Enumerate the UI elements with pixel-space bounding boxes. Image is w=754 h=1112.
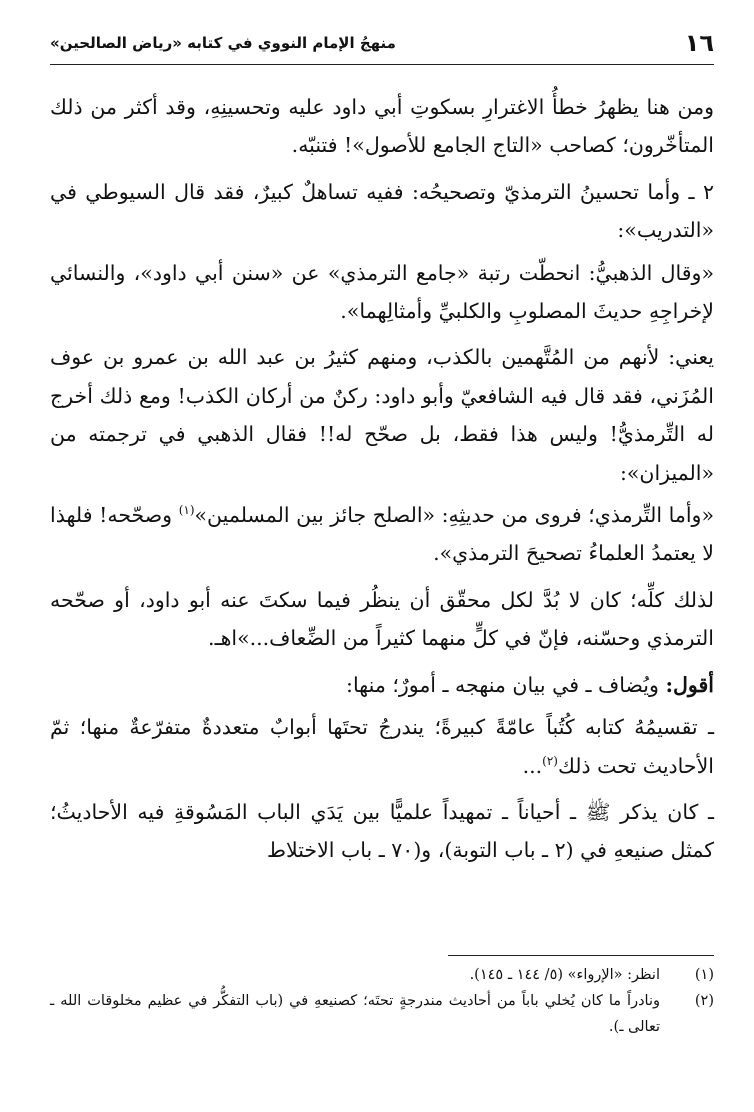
paragraph-aqul [50,666,714,704]
quote-mizan-part2: وصحّحه! فلهذا لا يعتمدُ العلماءُ تصحيحَ الترمذي». [50,503,714,566]
footnote-1 [50,962,714,988]
paragraph-2: ٢ ـ وأما تحسينُ الترمذيّ وتصحيحُه: ففيه تساهلٌ كبيرٌ، فقد قال السيوطي في «التدريب»: [50,179,714,243]
point-division [50,708,714,785]
footnote-text: ونادراً ما كان يُخلي باباً من أحاديث مندرجةٍ تحتَه؛ كصنيعهِ في (باب التفكُّر في عظيم مخلوقات الله ـ تعالى ـ). [50,993,660,1035]
footnote-text: انظر: «الإرواء» (٥/ ١٤٤ ـ ١٤٥). [469,967,660,983]
paragraph-conclusion: لذلك كلِّه؛ كان لا بُدَّ لكل محقّق أن ينظُر فيما سكتَ عنه أبو داود، أو صحّحه الترمذي وحسّنه، فإنّ في كلٍّ منهما كثيراً من الضِّعاف...»اهـ. [50,587,714,651]
footnotes [50,962,714,1040]
point-preface: ـ كان يذكر ﷺ ـ أحياناً ـ تمهيداً علميًّا بين يَدَي الباب المَسُوقةِ فيه الأحاديثُ؛ كمثل صنيعهِ في (٢ ـ باب التوبة)، و(٧٠ ـ باب الاختلاط [50,799,714,863]
footnote-number: (١) [694,967,714,983]
quote-dhahabi: «وقال الذهبيُّ: انحطّت رتبة «جامع الترمذي» عن «سنن أبي داود»، والنسائي لإخراجِهِ حديثَ المصلوبِ والكلبيِّ وأمثالِهما». [50,260,714,324]
footnote-divider [448,955,714,956]
point-division-part1: ـ تقسيمُهُ كتابه كُتُباً عامّةً كبيرةً؛ يندرجُ تحتَها أبوابٌ متعددةٌ متفرّعةٌ منها؛ ثمّ الأحاديث تحت ذلك [50,715,714,778]
page-number: ١٦ [684,29,714,57]
running-title: منهجُ الإمام النووي في كتابه «رياض الصالحين» [50,34,396,52]
footnote-number: (٢) [694,993,714,1009]
aqul-label: أقول: [665,672,714,697]
paragraph-1: ومن هنا يظهرُ خطأُ الاغترارِ بسكوتِ أبي داود عليه وتحسينِهِ، وقد أكثر من ذلك المتأخّرون؛ كصاحب «التاج الجامع للأصول»! فتنبّه. [50,95,714,158]
footnote-2 [50,988,714,1040]
running-header [50,22,714,65]
aqul-text: ويُضاف ـ في بيان منهجه ـ أمورٌ؛ منها: [346,672,666,697]
quote-mizan [50,496,714,573]
footnote-ref-1[interactable]: (١) [178,503,195,518]
point-division-part2: ... [522,753,543,778]
footnote-ref-2[interactable]: (٢) [542,753,558,768]
body-text [50,88,714,878]
paragraph-explanation: يعني: لأنهم من المُتَّهمين بالكذب، ومنهم كثيرُ بن عبد الله بن عمرو بن عوف المُزَني، فقد قال فيه الشافعيّ وأبو داود: ركنٌ من أركان الكذب! ومع ذلك أخرج له التِّرمذيُّ! وليس هذا فقط، بل صحّح له!! فقال الذهبي في ترجمته من «الميزان»: [50,345,714,485]
quote-mizan-part1: «وأما التِّرمذي؛ فروى من حديثِهِ: «الصلح جائز بين المسلمين» [194,503,714,528]
